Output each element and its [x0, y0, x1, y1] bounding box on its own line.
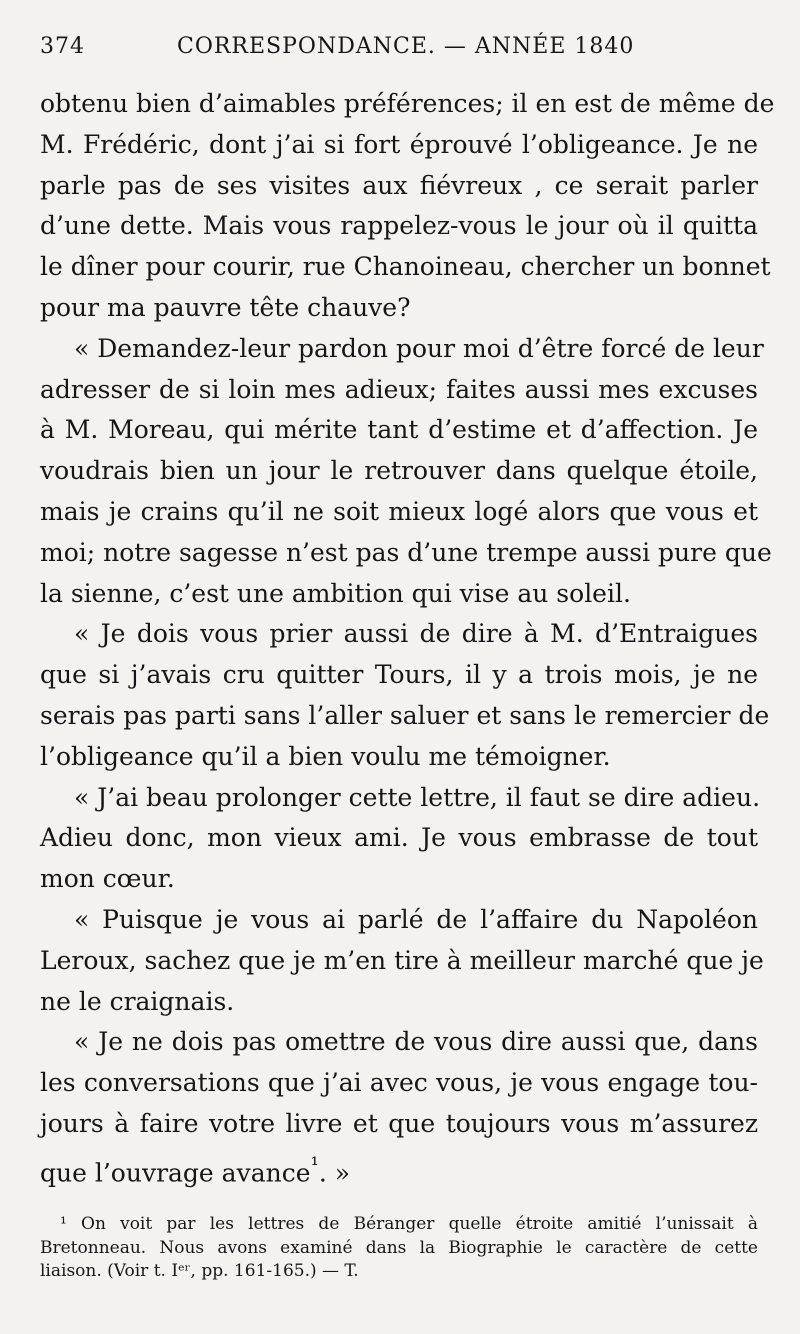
- footnote-reference: ¹: [310, 1152, 319, 1177]
- body-text: [40, 84, 775, 1188]
- text-line: « Demandez-leur pardon pour moi d’être forcé de leur: [74, 333, 764, 363]
- footnote-line: ¹ On voit par les lettres de Béranger quelle étroite amitié l’unissait à: [60, 1214, 758, 1234]
- text-line: Leroux, sachez que je m’en tire à meilleur marché que je: [40, 945, 764, 975]
- text-line: parle pas de ses visites aux fiévreux , ce serait parler: [40, 170, 758, 200]
- page-header: [40, 34, 760, 74]
- text-line: [40, 1145, 758, 1186]
- footnote: [40, 1213, 758, 1284]
- text-line: « J’ai beau prolonger cette lettre, il faut se dire adieu.: [74, 782, 761, 812]
- text-line: « Puisque je vous ai parlé de l’affaire du Napoléon: [74, 904, 758, 934]
- text-line: moi; notre sagesse n’est pas d’une trempe aussi pure que: [40, 537, 772, 567]
- text-line: l’obligeance qu’il a bien voulu me témoigner.: [40, 741, 611, 771]
- page-number: 374: [40, 34, 85, 59]
- footnote-line: Bretonneau. Nous avons examiné dans la Biographie le caractère de cette: [40, 1237, 758, 1258]
- text-line: obtenu bien d’aimables préférences; il en est de même de: [40, 89, 775, 118]
- text-line: la sienne, c’est une ambition qui vise au soleil.: [40, 578, 631, 608]
- text-line-content: que l’ouvrage avance: [40, 1158, 311, 1188]
- text-line: mon cœur.: [40, 864, 175, 894]
- text-line: « Je dois vous prier aussi de dire à M. d’Entraigues: [74, 619, 758, 649]
- text-line: le dîner pour courir, rue Chanoineau, chercher un bonnet: [40, 252, 771, 282]
- text-line-end: . »: [318, 1158, 351, 1188]
- text-line: serais pas parti sans l’aller saluer et sans le remercier de: [40, 700, 770, 730]
- text-line: Adieu donc, mon vieux ami. Je vous embrasse de tout: [40, 823, 758, 853]
- text-line: les conversations que j’ai avec vous, je vous engage tou-: [40, 1068, 758, 1098]
- text-line: à M. Moreau, qui mérite tant d’estime et d’affection. Je: [40, 415, 758, 445]
- text-line: que si j’avais cru quitter Tours, il y a trois mois, je ne: [40, 660, 758, 690]
- text-line: jours à faire votre livre et que toujours vous m’assurez: [40, 1108, 758, 1138]
- text-line: adresser de si loin mes adieux; faites aussi mes excuses: [40, 374, 758, 404]
- text-line: ne le craignais.: [40, 986, 235, 1016]
- text-line: pour ma pauvre tête chauve?: [40, 292, 411, 322]
- text-line: « Je ne dois pas omettre de vous dire aussi que, dans: [74, 1027, 758, 1057]
- text-line: voudrais bien un jour le retrouver dans quelque étoile,: [40, 456, 758, 486]
- text-line: M. Frédéric, dont j’ai si fort éprouvé l’obligeance. Je ne: [40, 129, 758, 159]
- text-line: d’une dette. Mais vous rappelez-vous le jour où il quitta: [40, 211, 758, 241]
- text-line: mais je crains qu’il ne soit mieux logé alors que vous et: [40, 496, 758, 526]
- footnote-line: liaison. (Voir t. Iᵉʳ, pp. 161-165.) — T.: [40, 1261, 359, 1281]
- running-head: CORRESPONDANCE. — ANNÉE 1840: [177, 34, 635, 59]
